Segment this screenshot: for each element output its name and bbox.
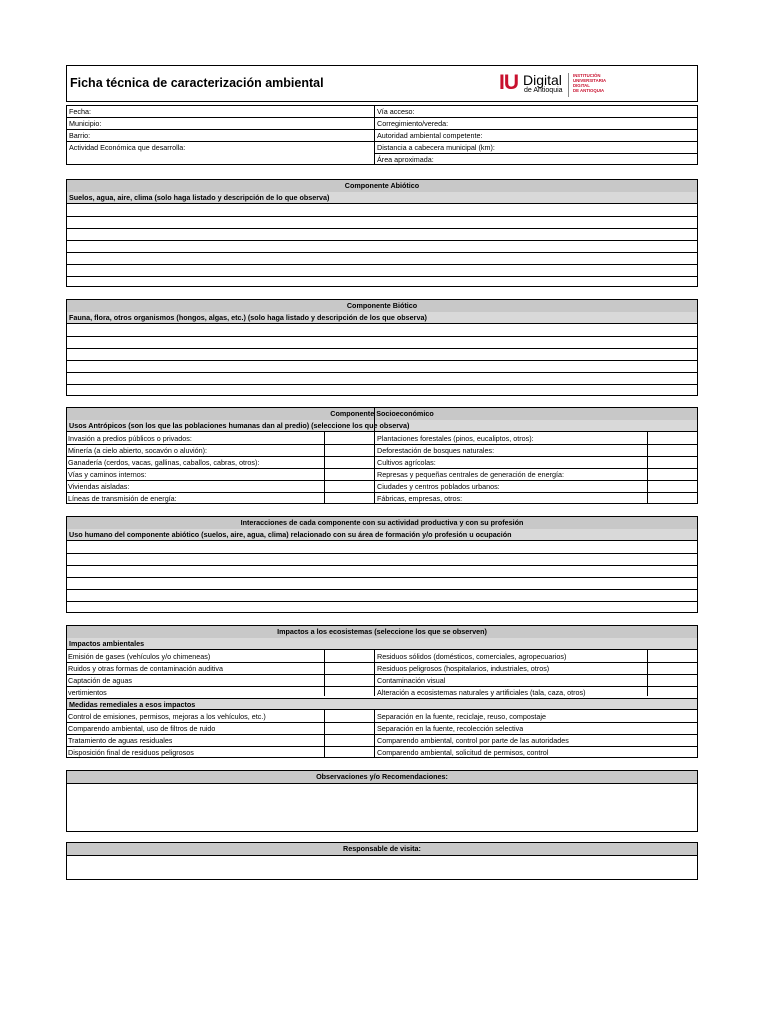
socio-right-0: Plantaciones forestales (pinos, eucaliptos, otros): bbox=[377, 434, 534, 443]
socio-right-5: Fábricas, empresas, otros: bbox=[377, 494, 463, 503]
impacto-left-3: vertimientos bbox=[68, 688, 107, 697]
abiotico-subtitle: Suelos, agua, aire, clima (solo haga listado y descripción de lo que observa) bbox=[67, 192, 697, 204]
impacto-right-1: Residuos peligrosos (hospitalarios, industriales, otros) bbox=[377, 664, 550, 673]
socio-right-4: Ciudades y centros poblados urbanos: bbox=[377, 482, 500, 491]
header-box bbox=[66, 65, 698, 102]
impacto-left-0: Emisión de gases (vehículos y/o chimeneas) bbox=[68, 652, 211, 661]
impactos-section bbox=[66, 625, 698, 758]
form-title: Ficha técnica de caracterización ambiental bbox=[70, 76, 324, 90]
logo-antioquia: de Antioquia bbox=[524, 87, 563, 94]
barrio-label: Barrio: bbox=[69, 131, 91, 140]
biotico-subtitle: Fauna, flora, otros organismos (hongos, algas, etc.) (solo haga listado y descripción de los que observa) bbox=[67, 312, 697, 324]
medida-right-0: Separación en la fuente, reciclaje, reuso, compostaje bbox=[377, 712, 547, 721]
info-box bbox=[66, 105, 698, 165]
impacto-left-2: Captación de aguas bbox=[68, 676, 132, 685]
impactos-sub2: Medidas remediales a esos impactos bbox=[67, 698, 697, 710]
area-label: Área aproximada: bbox=[377, 155, 434, 164]
abiotico-section bbox=[66, 179, 698, 287]
logo-iu: IU bbox=[499, 71, 518, 94]
impacto-right-3: Alteración a ecosistemas naturales y artificiales (tala, caza, otros) bbox=[377, 688, 586, 697]
medida-left-0: Control de emisiones, permisos, mejoras a los vehículos, etc.) bbox=[68, 712, 266, 721]
abiotico-title: Componente Abiótico bbox=[67, 180, 697, 193]
actividad-label: Actividad Económica que desarrolla: bbox=[69, 143, 186, 152]
responsable-section bbox=[66, 842, 698, 880]
autoridad-label: Autoridad ambiental competente: bbox=[377, 131, 483, 140]
municipio-label: Municipio: bbox=[69, 119, 102, 128]
logo-divider bbox=[568, 73, 569, 97]
socio-right-3: Represas y pequeñas centrales de generación de energía: bbox=[377, 470, 565, 479]
socio-right-2: Cultivos agrícolas: bbox=[377, 458, 436, 467]
socio-left-4: Viviendas aisladas: bbox=[68, 482, 130, 491]
socio-left-0: Invasión a predios públicos o privados: bbox=[68, 434, 192, 443]
socio-left-5: Líneas de transmisión de energía: bbox=[68, 494, 177, 503]
observaciones-section bbox=[66, 770, 698, 832]
impactos-title: Impactos a los ecosistemas (seleccione los que se observen) bbox=[67, 626, 697, 639]
socio-right-1: Deforestación de bosques naturales: bbox=[377, 446, 495, 455]
medida-right-1: Separación en la fuente, recolección selectiva bbox=[377, 724, 524, 733]
interacciones-section bbox=[66, 516, 698, 613]
socio-left-2: Ganadería (cerdos, vacas, gallinas, caballos, cabras, otros): bbox=[68, 458, 260, 467]
interacciones-subtitle: Uso humano del componente abiótico (suelos, aire, agua, clima) relacionado con su área de formación y/o profesión u ocupación bbox=[67, 529, 697, 541]
socio-left-1: Minería (a cielo abierto, socavón o aluvión): bbox=[68, 446, 208, 455]
observaciones-field[interactable] bbox=[67, 783, 697, 831]
logo-institution: INSTITUCIÓN UNIVERSITARIA DIGITAL DE ANTIOQUIA bbox=[573, 73, 607, 93]
biotico-title: Componente Biótico bbox=[67, 300, 697, 313]
medida-right-2: Comparendo ambiental, control por parte de las autoridades bbox=[377, 736, 569, 745]
responsable-field[interactable] bbox=[67, 855, 697, 879]
medida-left-3: Disposición final de residuos peligrosos bbox=[68, 748, 194, 757]
socio-title: Componente Socioeconómico bbox=[67, 408, 697, 421]
interacciones-title: Interacciones de cada componente con su actividad productiva y con su profesión bbox=[67, 517, 697, 530]
medida-right-3: Comparendo ambiental, solicitud de permisos, control bbox=[377, 748, 549, 757]
responsable-title: Responsable de visita: bbox=[67, 843, 697, 856]
fecha-label: Fecha: bbox=[69, 107, 91, 116]
impacto-right-0: Residuos sólidos (domésticos, comerciales, agropecuarios) bbox=[377, 652, 567, 661]
socio-section bbox=[66, 407, 698, 504]
impacto-right-2: Contaminación visual bbox=[377, 676, 446, 685]
impacto-left-1: Ruidos y otras formas de contaminación auditiva bbox=[68, 664, 224, 673]
medida-left-1: Comparendo ambiental, uso de filtros de ruido bbox=[68, 724, 216, 733]
impactos-sub1: Impactos ambientales bbox=[67, 638, 697, 650]
observaciones-title: Observaciones y/o Recomendaciones: bbox=[67, 771, 697, 784]
medida-left-2: Tratamiento de aguas residuales bbox=[68, 736, 173, 745]
distancia-label: Distancia a cabecera municipal (km): bbox=[377, 143, 495, 152]
socio-left-3: Vías y caminos internos: bbox=[68, 470, 147, 479]
corregimiento-label: Corregimiento/vereda: bbox=[377, 119, 449, 128]
via-acceso-label: Vía acceso: bbox=[377, 107, 415, 116]
logo-digital: Digital bbox=[523, 72, 562, 88]
socio-subtitle: Usos Antrópicos (son los que las poblaciones humanas dan al predio) (seleccione los que observa) bbox=[67, 420, 697, 432]
biotico-section bbox=[66, 299, 698, 396]
